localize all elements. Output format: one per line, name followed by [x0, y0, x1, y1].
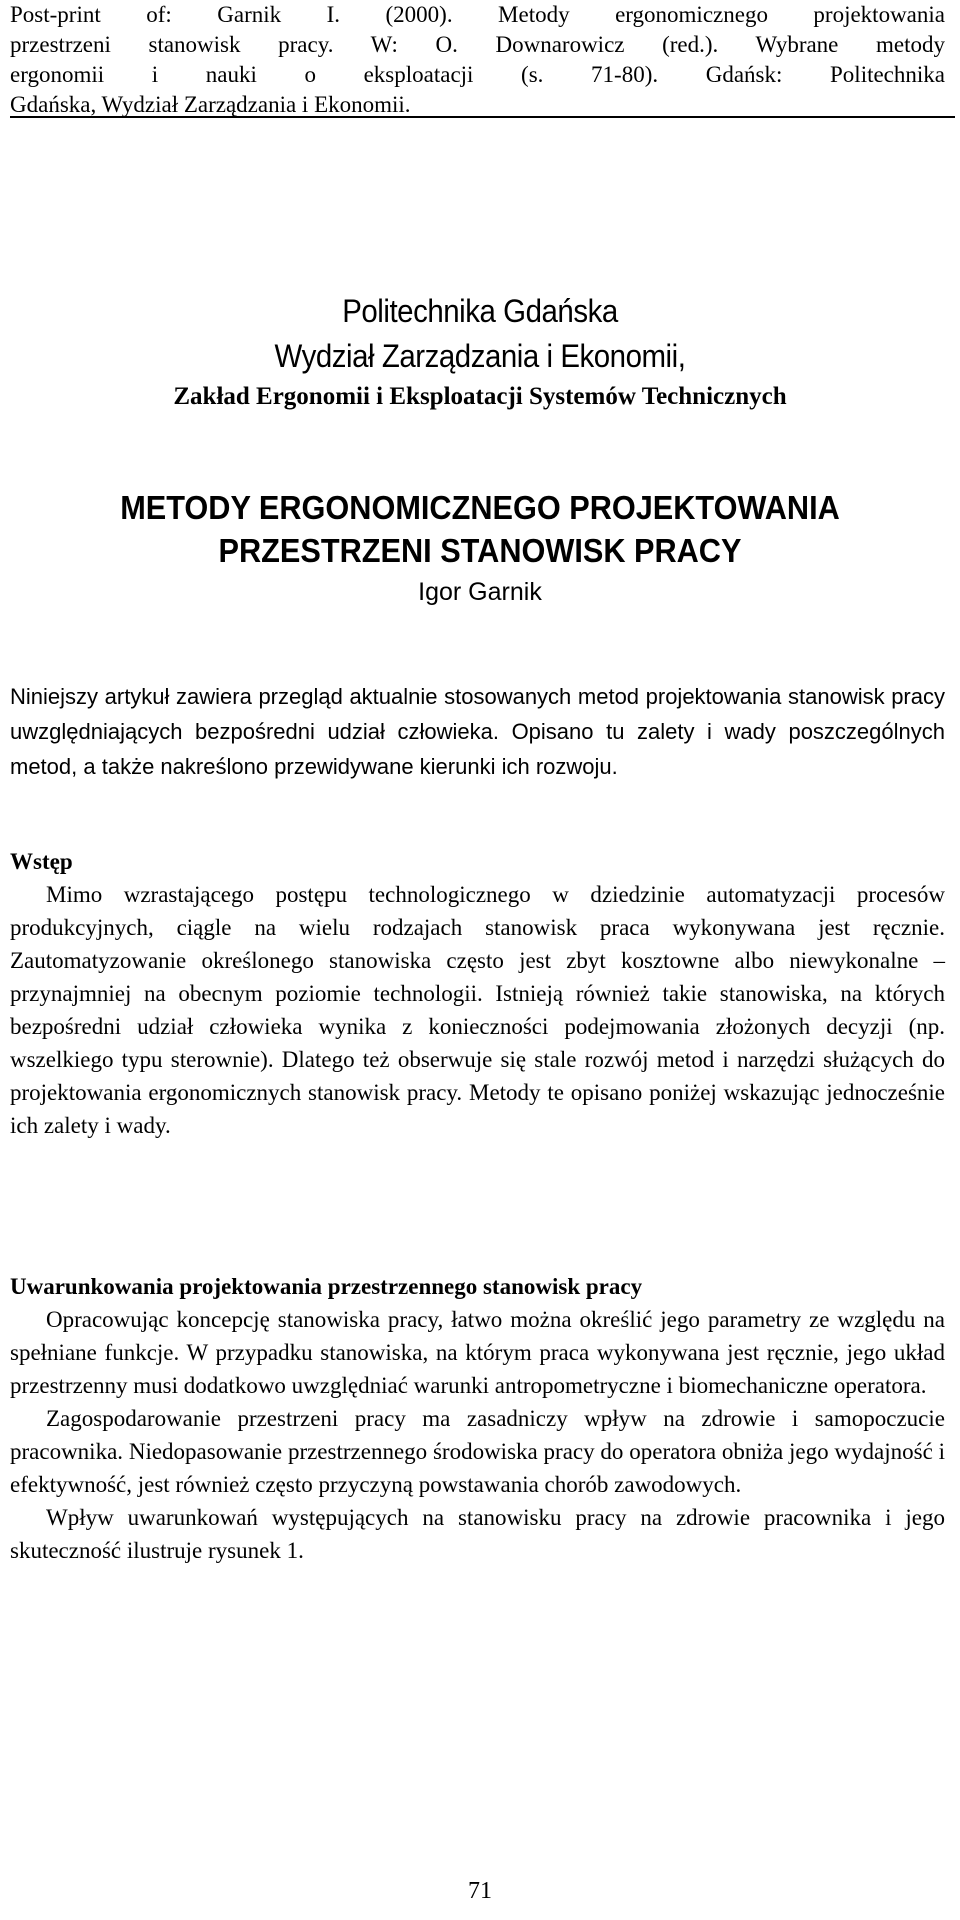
university-name: Politechnika Gdańska — [342, 293, 618, 329]
article-title-line-1: METODY ERGONOMICZNEGO PROJEKTOWANIA — [120, 489, 840, 526]
paragraph: Wpływ uwarunkowań występujących na stanowisku pracy na zdrowie pracownika i jego skuteczność ilustruje rysunek 1. — [10, 1505, 945, 1563]
citation-line: Gdańska, Wydział Zarządzania i Ekonomii. — [10, 92, 411, 117]
citation-line: Post-print of: Garnik I. (2000). Metody ergonomicznego projektowania — [10, 2, 945, 27]
citation-line: ergonomii i nauki o eksploatacji (s. 71-80). Gdańsk: Politechnika — [10, 62, 945, 87]
postprint-citation — [10, 0, 945, 120]
header-divider — [10, 116, 955, 118]
citation-line: przestrzeni stanowisk pracy. W: O. Downarowicz (red.). Wybrane metody — [10, 32, 945, 57]
paragraph: Zagospodarowanie przestrzeni pracy ma zasadniczy wpływ na zdrowie i samopoczucie pracownika. Niedopasowanie przestrzennego środowiska pracy do operatora obniża jego wydajność i efektywność, jest również często przyczyną powstawania chorób zawodowych. — [10, 1406, 945, 1497]
author-name: Igor Garnik — [418, 578, 542, 606]
paragraph: Mimo wzrastającego postępu technologicznego w dziedzinie automatyzacji procesów produkcyjnych, ciągle na wielu rodzajach stanowisk praca wykonywana jest ręcznie. Zautomatyzowanie określonego stanowiska często jest zbyt kosztowne albo niewykonalne – przynajmniej na obecnym poziomie technologii. Istnieją również takie stanowiska, na których bezpośredni udział człowieka wynika z konieczności podejmowania złożonych decyzji (np. wszelkiego typu sterownie). Dlatego też obserwuje się stale rozwój metod i narzędzi służących do projektowania ergonomicznych stanowisk pracy. Metody te opisano poniżej wskazując jednocześnie ich zalety i wady. — [10, 882, 945, 1138]
page-number: 71 — [468, 1878, 492, 1904]
section-heading: Uwarunkowania projektowania przestrzennego stanowisk pracy — [10, 1274, 643, 1299]
faculty-name: Wydział Zarządzania i Ekonomii, — [274, 338, 686, 374]
section-introduction — [10, 845, 945, 1142]
paragraph: Opracowując koncepcję stanowiska pracy, łatwo można określić jego parametry ze względu na spełniane funkcje. W przypadku stanowiska, na którym praca wykonywana jest ręcznie, jego układ przestrzenny musi dodatkowo uwzględniać warunki antropometryczne i biomechaniczne operatora. — [10, 1307, 945, 1398]
department-name: Zakład Ergonomii i Eksploatacji Systemów Technicznych — [173, 383, 787, 410]
abstract — [10, 679, 945, 784]
section-heading: Wstęp — [10, 849, 73, 874]
abstract-text: Niniejszy artykuł zawiera przegląd aktualnie stosowanych metod projektowania stanowisk pracy uwzględniających bezpośredni udział człowieka. Opisano tu zalety i wady poszczególnych metod, a także nakreślono przewidywane kierunki ich rozwoju. — [10, 684, 945, 779]
article-title-line-2: PRZESTRZENI STANOWISK PRACY — [218, 532, 742, 569]
section-spatial-design — [10, 1270, 945, 1567]
